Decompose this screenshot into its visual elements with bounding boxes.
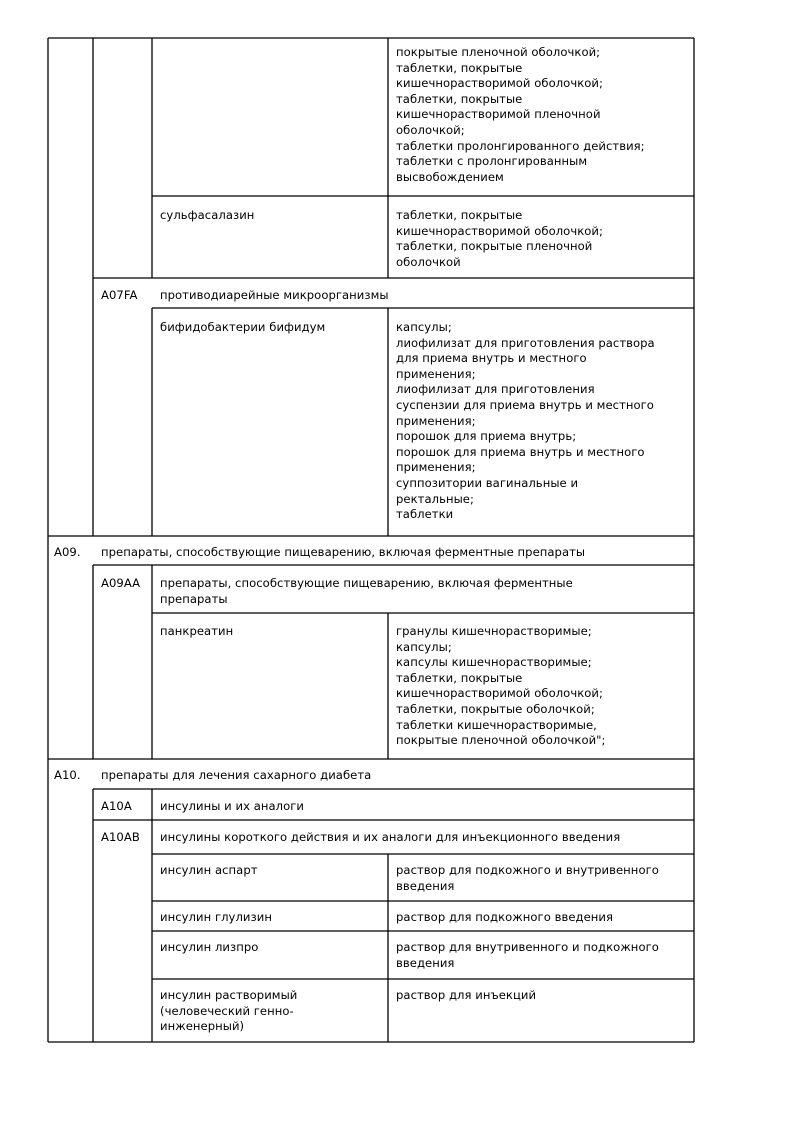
atc-code-a07fa: A07FA bbox=[101, 288, 138, 302]
drug-name-sulfasalazine: сульфасалазин bbox=[160, 208, 255, 222]
dosage-forms-pancreatin: гранулы кишечнорастворимые; капсулы; капсулы кишечнорастворимые; таблетки, покрытые кишечнорастворимой оболочкой; таблетки, покрытые оболочкой; таблетки кишечнорастворимые, покрытые пленочной оболочкой"; bbox=[396, 624, 606, 748]
atc-group-a10: препараты для лечения сахарного диабета bbox=[101, 768, 372, 782]
drug-name-insulin-soluble: инсулин растворимый (человеческий генно- инженерный) bbox=[160, 988, 298, 1034]
atc-code-a10a: A10A bbox=[101, 799, 132, 813]
dosage-forms-insulin-lispro: раствор для внутривенного и подкожного введения bbox=[396, 940, 659, 970]
drug-name-insulin-glulisine: инсулин глулизин bbox=[160, 910, 272, 924]
atc-group-a07fa: противодиарейные микроорганизмы bbox=[160, 288, 389, 302]
atc-code-a10: A10. bbox=[54, 768, 81, 782]
dosage-forms-insulin-aspart: раствор для подкожного и внутривенного введения bbox=[396, 863, 659, 893]
atc-code-a09aa: A09AA bbox=[101, 576, 141, 590]
atc-group-a10a: инсулины и их аналоги bbox=[160, 799, 304, 813]
atc-group-a09: препараты, способствующие пищеварению, включая ферментные препараты bbox=[101, 545, 586, 559]
dosage-forms-insulin-soluble: раствор для инъекций bbox=[396, 988, 537, 1002]
dosage-forms-continuation: покрытые пленочной оболочкой; таблетки, покрытые кишечнорастворимой оболочкой; таблетки, покрытые кишечнорастворимой пленочной оболочкой; таблетки пролонгированного действия; таблетки с пролонгированным высвобождением bbox=[396, 45, 645, 184]
dosage-forms-sulfasalazine: таблетки, покрытые кишечнорастворимой оболочкой; таблетки, покрытые пленочной оболочкой bbox=[396, 208, 603, 269]
atc-code-a10ab: A10AB bbox=[101, 830, 140, 844]
atc-group-a10ab: инсулины короткого действия и их аналоги для инъекционного введения bbox=[160, 830, 621, 844]
atc-group-a09aa: препараты, способствующие пищеварению, включая ферментные препараты bbox=[160, 576, 573, 606]
drug-name-bifidobacteria: бифидобактерии бифидум bbox=[160, 320, 326, 334]
drug-name-pancreatin: панкреатин bbox=[160, 624, 234, 638]
dosage-forms-insulin-glulisine: раствор для подкожного введения bbox=[396, 910, 614, 924]
dosage-forms-bifidobacteria: капсулы; лиофилизат для приготовления раствора для приема внутрь и местного применения; лиофилизат для приготовления суспензии для приема внутрь и местного применения; порошок для приема внутрь; порошок для приема внутрь и местного применения; суппозитории вагинальные и ректальные; таблетки bbox=[396, 320, 655, 522]
drug-name-insulin-lispro: инсулин лизпро bbox=[160, 940, 259, 954]
drug-name-insulin-aspart: инсулин аспарт bbox=[160, 863, 258, 877]
atc-code-a09: A09. bbox=[54, 545, 81, 559]
